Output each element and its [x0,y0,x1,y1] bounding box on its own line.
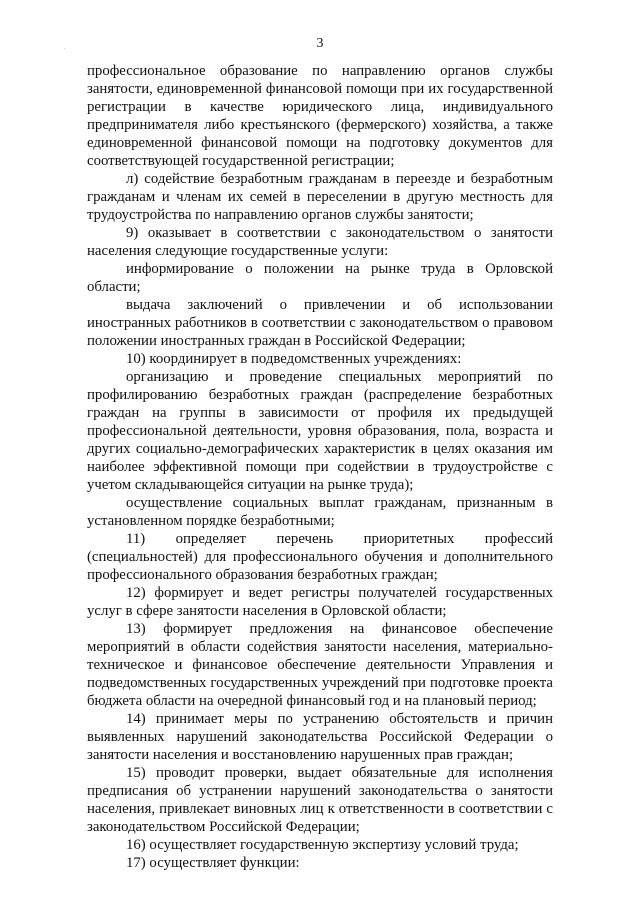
paragraph: выдача заключений о привлечении и об использовании иностранных работников в соответствии с законодательством о правовом положении иностранных граждан в Российской Федерации; [87,297,553,349]
paragraph: профессиональное образование по направлению органов службы занятости, единовременной финансовой помощи при их государственной регистрации в качестве юридического лица, индивидуального предпринимателя либо крестьянского (фермерского) хозяйства, а также единовременной финансовой помощи на подготовку документов для соответствующей государственной регистрации; [87,63,553,169]
paragraph: 16) осуществляет государственную экспертизу условий труда; [126,837,519,853]
paragraph: 12) формирует и ведет регистры получателей государственных услуг в сфере занятости населения в Орловской области; [87,585,553,619]
paragraph: 10) координирует в подведомственных учреждениях: [126,351,462,367]
paragraph: организацию и проведение специальных мероприятий по профилированию безработных граждан (распределение безработных граждан на группы в зависимости от профиля их предыдущей профессиональной деятельности, уровня образования, пола, возраста и других социально-демографических характеристик в целях оказания им наиболее эффективной помощи при содействии в трудоустройстве с учетом складывающейся ситуации на рынке труда); [87,369,553,493]
paragraph: информирование о положении на рынке труда в Орловской области; [87,261,553,295]
paragraph: 11) определяет перечень приоритетных профессий (специальностей) для профессионального обучения и дополнительного профессионального образования безработных граждан; [87,531,553,583]
paragraph: 13) формирует предложения на финансовое обеспечение мероприятий в области содействия занятости населения, материально-техническое и финансовое обеспечение деятельности Управления и подведомственных государственных учреждений при подготовке проекта бюджета области на очередной финансовый год и на плановый период; [87,621,553,709]
paragraph: осуществление социальных выплат гражданам, признанным в установленном порядке безработными; [87,495,553,529]
paragraph: 15) проводит проверки, выдает обязательные для исполнения предписания об устранении нарушений законодательства о занятости населения, привлекает виновных лиц к ответственности в соответствии с законодательством Российской Федерации; [87,765,553,835]
corner-mark: · [63,44,67,55]
paragraph: 14) принимает меры по устранению обстоятельств и причин выявленных нарушений законодательства Российской Федерации о занятости населения и восстановлению нарушенных прав граждан; [87,711,553,763]
page-number: 3 [316,36,324,51]
paragraph: 9) оказывает в соответствии с законодательством о занятости населения следующие государственные услуги: [87,225,553,259]
paragraph: 17) осуществляет функции: [126,855,300,871]
document-body [87,62,553,872]
paragraph: л) содействие безработным гражданам в переезде и безработным гражданам и членам их семей в переселении в другую местность для трудоустройства по направлению органов службы занятости; [87,171,553,223]
